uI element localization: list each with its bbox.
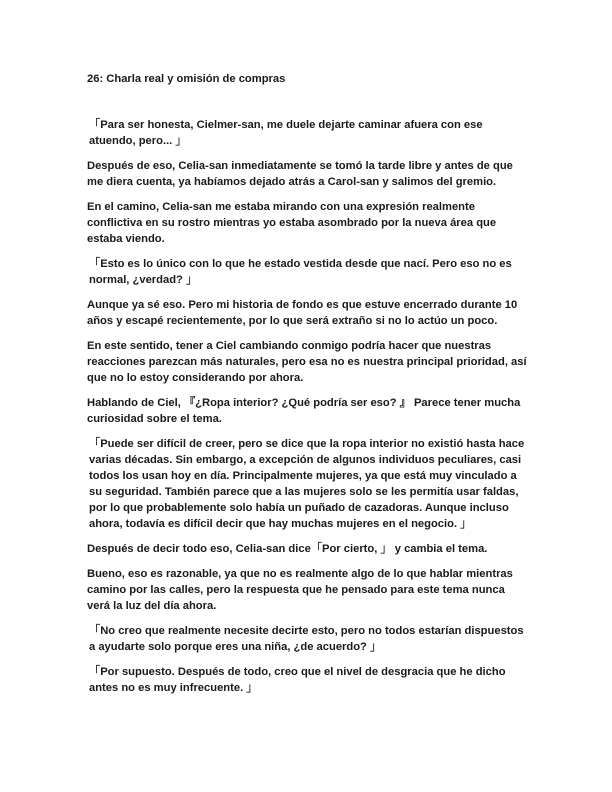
paragraph-9: Después de decir todo eso, Celia-san dice「Por cierto, 」 y cambia el tema. bbox=[87, 543, 488, 555]
document-page bbox=[87, 71, 527, 705]
paragraph-12: 「Por supuesto. Después de todo, creo que el nivel de desgracia que he dicho antes no es muy infrecuente. 」 bbox=[89, 666, 506, 694]
paragraph-7: Hablando de Ciel, 『¿Ropa interior? ¿Qué podría ser eso? 』 Parece tener mucha curiosidad sobre el tema. bbox=[87, 397, 521, 425]
paragraph-10: Bueno, eso es razonable, ya que no es realmente algo de lo que hablar mientras camino por las calles, pero la respuesta que he pensado para este tema nunca verá la luz del día ahora. bbox=[87, 568, 513, 612]
paragraph-5: Aunque ya sé eso. Pero mi historia de fondo es que estuve encerrado durante 10 años y escapé recientemente, por lo que será extraño si no lo actúo un poco. bbox=[87, 299, 518, 327]
paragraph-2: Después de eso, Celia-san inmediatamente se tomó la tarde libre y antes de que me diera cuenta, ya habíamos dejado atrás a Carol-san y salimos del gremio. bbox=[87, 160, 513, 188]
paragraph-4: 「Esto es lo único con lo que he estado vestida desde que nací. Pero eso no es normal, ¿verdad? 」 bbox=[89, 258, 512, 286]
paragraph-8: 「Puede ser difícil de creer, pero se dice que la ropa interior no existió hasta hace varias décadas. Sin embargo, a excepción de algunos individuos peculiares, casi todos los usan hoy en día. Principalmente mujeres, ya que está muy vinculado a su seguridad. También parece que a las mujeres solo se les permitía usar faldas, por lo que probablemente solo había un puñado de cazadoras. Aunque incluso ahora, todavía es difícil decir que hay muchas mujeres en el negocio. 」 bbox=[89, 438, 525, 530]
paragraph-11: 「No creo que realmente necesite decirte esto, pero no todos estarían dispuestos a ayudarte solo porque eres una niña, ¿de acuerdo? 」 bbox=[89, 625, 524, 653]
paragraph-3: En el camino, Celia-san me estaba mirando con una expresión realmente conflictiva en su rostro mientras yo estaba asombrado por la nueva área que estaba viendo. bbox=[87, 201, 497, 245]
paragraph-6: En este sentido, tener a Ciel cambiando conmigo podría hacer que nuestras reacciones parezcan más naturales, pero esa no es nuestra principal prioridad, así que no lo estoy considerando por ahora. bbox=[87, 340, 527, 384]
paragraph-1: 「Para ser honesta, Cielmer-san, me duele dejarte caminar afuera con ese atuendo, pero... 」 bbox=[89, 119, 483, 147]
chapter-title: 26: Charla real y omisión de compras bbox=[87, 73, 286, 85]
